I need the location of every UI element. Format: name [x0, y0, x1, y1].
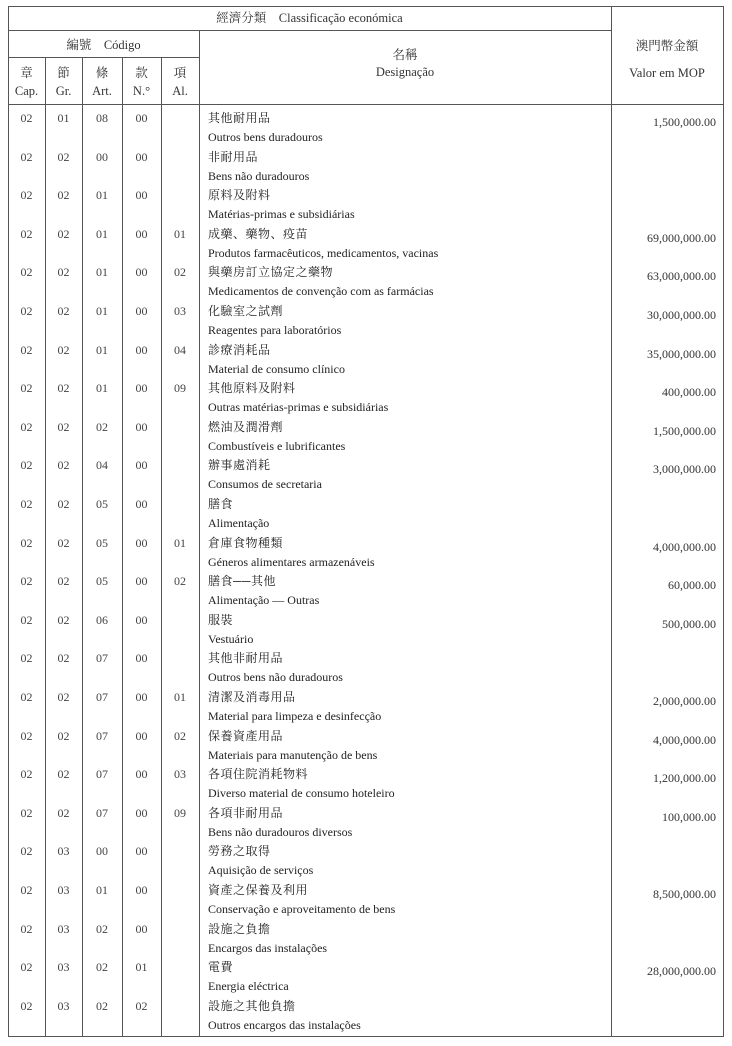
row-chapter-code: 02 — [20, 883, 33, 897]
row-group-code: 02 — [57, 651, 70, 665]
col-header-number-zh: 款 — [135, 66, 148, 80]
row-designation-pt: Materiais para manutenção de bens — [208, 748, 378, 762]
header-line-1 — [8, 30, 611, 31]
row-amount: 8,500,000.00 — [653, 887, 716, 901]
row-designation-zh: 原料及附料 — [208, 188, 271, 202]
row-article-code: 02 — [96, 999, 108, 1013]
row-amount: 1,500,000.00 — [653, 424, 716, 438]
row-group-code: 02 — [57, 227, 70, 241]
row-designation-zh: 其他非耐用品 — [208, 651, 284, 665]
row-article-code: 05 — [96, 536, 108, 550]
row-number-code: 00 — [135, 806, 148, 820]
row-alinea-code: 01 — [174, 227, 186, 241]
row-designation-zh: 設施之其他負擔 — [208, 999, 296, 1013]
col-header-chapter-pt: Cap. — [14, 84, 39, 98]
row-designation-zh: 電費 — [208, 960, 234, 974]
col-header-group-pt: Gr. — [55, 84, 72, 98]
row-designation-pt: Outras matérias-primas e subsidiárias — [208, 400, 389, 414]
row-chapter-code: 02 — [20, 343, 33, 357]
row-designation-zh: 化驗室之試劑 — [208, 304, 284, 318]
row-article-code: 02 — [96, 922, 108, 936]
row-alinea-code: 04 — [174, 343, 186, 357]
row-number-code: 00 — [135, 729, 148, 743]
row-chapter-code: 02 — [20, 806, 33, 820]
col-header-article-zh: 條 — [95, 66, 109, 80]
row-amount: 100,000.00 — [662, 810, 716, 824]
row-designation-pt: Reagentes para laboratórios — [208, 323, 342, 337]
row-alinea-code: 03 — [174, 767, 186, 781]
row-designation-zh: 膳食 — [208, 497, 234, 511]
row-designation-zh: 設施之負擔 — [208, 922, 271, 936]
row-group-code: 02 — [57, 304, 70, 318]
row-amount: 35,000,000.00 — [647, 347, 716, 361]
row-designation-zh: 辦事處消耗 — [208, 458, 271, 472]
row-chapter-code: 02 — [20, 304, 33, 318]
code-zh: 編號 — [66, 38, 92, 52]
row-amount: 4,000,000.00 — [653, 540, 716, 554]
row-designation-pt: Alimentação — [208, 516, 270, 530]
row-designation-pt: Matérias-primas e subsidiárias — [208, 207, 355, 221]
row-article-code: 08 — [96, 111, 108, 125]
row-group-code: 02 — [57, 574, 70, 588]
row-chapter-code: 02 — [20, 420, 33, 434]
row-alinea-code: 01 — [174, 536, 186, 550]
row-designation-zh: 其他原料及附料 — [208, 381, 296, 395]
row-number-code: 00 — [135, 844, 148, 858]
row-amount: 500,000.00 — [662, 617, 716, 631]
row-chapter-code: 02 — [20, 497, 33, 511]
row-number-code: 00 — [135, 150, 148, 164]
row-designation-pt: Outros bens não duradouros — [208, 670, 343, 684]
row-designation-zh: 燃油及潤滑劑 — [208, 420, 284, 434]
row-group-code: 02 — [57, 613, 70, 627]
row-designation-zh: 診療消耗品 — [208, 343, 271, 357]
row-designation-pt: Energia eléctrica — [208, 979, 289, 993]
row-designation-pt: Encargos das instalações — [208, 941, 328, 955]
row-designation-pt: Combustíveis e lubrificantes — [208, 439, 346, 453]
row-article-code: 02 — [96, 420, 108, 434]
row-group-code: 02 — [57, 343, 70, 357]
row-group-code: 02 — [57, 729, 70, 743]
amount-pt: Valor em MOP — [629, 66, 705, 80]
row-designation-zh: 服裝 — [208, 613, 234, 627]
row-group-code: 02 — [57, 690, 70, 704]
row-designation-zh: 資產之保養及利用 — [208, 883, 309, 897]
row-amount: 69,000,000.00 — [647, 231, 716, 245]
row-designation-zh: 勞務之取得 — [208, 844, 271, 858]
row-chapter-code: 02 — [20, 729, 33, 743]
row-number-code: 00 — [135, 304, 148, 318]
economic-classification-heading — [8, 10, 611, 26]
row-article-code: 04 — [96, 458, 108, 472]
row-designation-zh: 保養資產用品 — [208, 729, 284, 743]
code-pt: Código — [103, 38, 141, 52]
row-designation-pt: Diverso material de consumo hoteleiro — [208, 786, 395, 800]
row-number-code: 00 — [135, 613, 148, 627]
designation-pt: Designação — [375, 65, 435, 79]
row-number-code: 00 — [135, 536, 148, 550]
row-article-code: 01 — [96, 227, 108, 241]
row-group-code: 02 — [57, 536, 70, 550]
row-alinea-code: 02 — [174, 265, 186, 279]
row-number-code: 02 — [135, 999, 148, 1013]
row-group-code: 02 — [57, 381, 70, 395]
row-number-code: 00 — [135, 767, 148, 781]
economic-classification-zh: 經濟分類 — [216, 11, 267, 25]
row-designation-pt: Aquisição de serviços — [208, 863, 314, 877]
row-number-code: 00 — [135, 574, 148, 588]
row-article-code: 07 — [96, 651, 108, 665]
row-amount: 3,000,000.00 — [653, 462, 716, 476]
row-article-code: 05 — [96, 497, 108, 511]
row-group-code: 02 — [57, 420, 70, 434]
col-header-chapter-zh: 章 — [20, 66, 33, 80]
row-number-code: 01 — [135, 960, 148, 974]
row-article-code: 01 — [96, 381, 108, 395]
frame-bottom — [8, 1036, 724, 1037]
row-designation-zh: 成藥、藥物、疫苗 — [208, 227, 309, 241]
row-number-code: 00 — [135, 227, 148, 241]
row-chapter-code: 02 — [20, 150, 33, 164]
row-article-code: 07 — [96, 767, 108, 781]
row-amount: 28,000,000.00 — [647, 964, 716, 978]
row-alinea-code: 01 — [174, 690, 186, 704]
frame-right — [723, 6, 724, 1037]
row-designation-pt: Vestuário — [208, 632, 254, 646]
row-alinea-code: 09 — [174, 806, 186, 820]
row-chapter-code: 02 — [20, 960, 33, 974]
row-designation-zh: 與藥房訂立協定之藥物 — [208, 265, 334, 279]
row-article-code: 02 — [96, 960, 108, 974]
row-chapter-code: 02 — [20, 767, 33, 781]
row-chapter-code: 02 — [20, 536, 33, 550]
row-amount: 2,000,000.00 — [653, 694, 716, 708]
row-designation-pt: Bens não duradouros — [208, 169, 310, 183]
row-amount: 1,500,000.00 — [653, 115, 716, 129]
row-group-code: 02 — [57, 265, 70, 279]
row-alinea-code: 02 — [174, 729, 186, 743]
row-amount: 4,000,000.00 — [653, 733, 716, 747]
row-chapter-code: 02 — [20, 381, 33, 395]
row-chapter-code: 02 — [20, 844, 33, 858]
amount-zh: 澳門幣金額 — [635, 39, 699, 53]
row-designation-zh: 各項住院消耗物料 — [208, 767, 309, 781]
row-chapter-code: 02 — [20, 651, 33, 665]
row-number-code: 00 — [135, 651, 148, 665]
row-designation-pt: Alimentação — Outras — [208, 593, 320, 607]
row-designation-pt: Material para limpeza e desinfecção — [208, 709, 382, 723]
row-designation-pt: Medicamentos de convenção com as farmácias — [208, 284, 434, 298]
row-number-code: 00 — [135, 497, 148, 511]
col-header-article-pt: Art. — [92, 84, 112, 98]
row-chapter-code: 02 — [20, 458, 33, 472]
row-designation-pt: Outros encargos das instalações — [208, 1018, 361, 1032]
col-header-alinea-zh: 項 — [173, 66, 187, 80]
row-chapter-code: 02 — [20, 265, 33, 279]
row-designation-pt: Consumos de secretaria — [208, 477, 322, 491]
row-designation-zh: 非耐用品 — [208, 150, 259, 164]
row-number-code: 00 — [135, 381, 148, 395]
header-line-2 — [8, 57, 199, 58]
designation-zh: 名稱 — [392, 48, 418, 62]
col-header-number-pt: N.° — [132, 84, 151, 98]
row-designation-zh: 膳食──其他 — [208, 574, 277, 588]
row-number-code: 00 — [135, 420, 148, 434]
row-designation-pt: Conservação e aproveitamento de bens — [208, 902, 396, 916]
row-group-code: 03 — [57, 883, 70, 897]
row-amount: 60,000.00 — [668, 578, 716, 592]
row-article-code: 05 — [96, 574, 108, 588]
row-article-code: 01 — [96, 343, 108, 357]
row-number-code: 00 — [135, 265, 148, 279]
row-group-code: 02 — [57, 150, 70, 164]
row-article-code: 07 — [96, 729, 108, 743]
row-designation-pt: Bens não duradouros diversos — [208, 825, 353, 839]
row-chapter-code: 02 — [20, 613, 33, 627]
col-divider-6 — [611, 6, 612, 1037]
row-article-code: 07 — [96, 690, 108, 704]
header-bottom-line — [8, 104, 724, 105]
row-group-code: 02 — [57, 806, 70, 820]
row-article-code: 00 — [96, 844, 108, 858]
row-amount: 30,000,000.00 — [647, 308, 716, 322]
row-article-code: 01 — [96, 188, 108, 202]
row-article-code: 01 — [96, 304, 108, 318]
row-number-code: 00 — [135, 188, 148, 202]
row-number-code: 00 — [135, 458, 148, 472]
row-number-code: 00 — [135, 111, 148, 125]
row-alinea-code: 09 — [174, 381, 186, 395]
code-heading — [8, 37, 199, 53]
row-article-code: 00 — [96, 150, 108, 164]
row-chapter-code: 02 — [20, 922, 33, 936]
row-designation-zh: 倉庫食物種類 — [208, 536, 284, 550]
row-designation-pt: Géneros alimentares armazenáveis — [208, 555, 375, 569]
row-group-code: 01 — [57, 111, 70, 125]
col-divider-5 — [199, 30, 200, 1037]
row-article-code: 01 — [96, 883, 108, 897]
row-number-code: 00 — [135, 343, 148, 357]
row-group-code: 03 — [57, 999, 70, 1013]
row-group-code: 03 — [57, 922, 70, 936]
row-chapter-code: 02 — [20, 999, 33, 1013]
row-designation-pt: Produtos farmacêuticos, medicamentos, vacinas — [208, 246, 439, 260]
row-designation-pt: Outros bens duradouros — [208, 130, 323, 144]
economic-classification-pt: Classificação económica — [278, 11, 403, 25]
row-designation-zh: 其他耐用品 — [208, 111, 271, 125]
row-amount: 400,000.00 — [662, 385, 716, 399]
row-chapter-code: 02 — [20, 690, 33, 704]
row-number-code: 00 — [135, 690, 148, 704]
row-amount: 1,200,000.00 — [653, 771, 716, 785]
row-group-code: 03 — [57, 844, 70, 858]
row-group-code: 02 — [57, 458, 70, 472]
row-article-code: 07 — [96, 806, 108, 820]
row-amount: 63,000,000.00 — [647, 269, 716, 283]
row-designation-zh: 清潔及消毒用品 — [208, 690, 296, 704]
row-chapter-code: 02 — [20, 111, 33, 125]
col-header-group-zh: 節 — [57, 66, 70, 80]
row-alinea-code: 02 — [174, 574, 186, 588]
row-number-code: 00 — [135, 922, 148, 936]
row-article-code: 06 — [96, 613, 108, 627]
col-header-alinea-pt: Al. — [172, 84, 188, 98]
row-group-code: 02 — [57, 497, 70, 511]
row-group-code: 02 — [57, 767, 70, 781]
row-group-code: 02 — [57, 188, 70, 202]
row-chapter-code: 02 — [20, 188, 33, 202]
row-group-code: 03 — [57, 960, 70, 974]
row-designation-zh: 各項非耐用品 — [208, 806, 284, 820]
row-chapter-code: 02 — [20, 574, 33, 588]
frame-top — [8, 6, 724, 7]
row-designation-pt: Material de consumo clínico — [208, 362, 345, 376]
row-chapter-code: 02 — [20, 227, 33, 241]
row-article-code: 01 — [96, 265, 108, 279]
row-number-code: 00 — [135, 883, 148, 897]
row-alinea-code: 03 — [174, 304, 186, 318]
